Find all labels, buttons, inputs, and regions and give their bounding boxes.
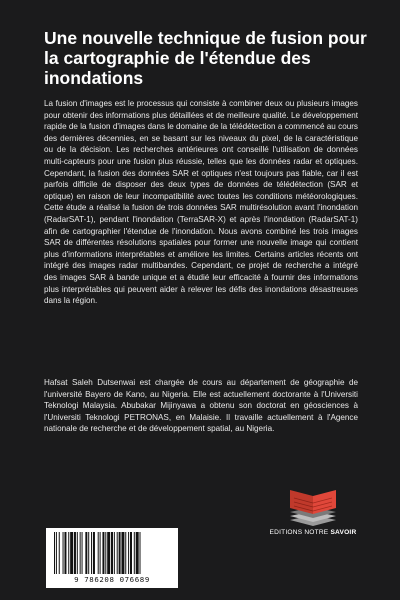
barcode-bar: [130, 532, 132, 574]
barcode-bar: [114, 532, 115, 574]
barcode-bar: [80, 532, 81, 574]
barcode-bar: [82, 532, 83, 574]
stacked-books-logo-icon: [286, 488, 340, 526]
publisher-name: [258, 529, 368, 536]
barcode-bar: [128, 532, 129, 574]
isbn-barcode: [46, 528, 178, 588]
barcode-bar: [88, 532, 89, 574]
barcode-digits: 9 786208 076689: [74, 575, 150, 584]
publisher-name-regular: EDITIONS NOTRE: [269, 529, 331, 536]
barcode-bar: [59, 532, 60, 574]
publisher-block: [258, 488, 368, 538]
barcode-bar: [121, 532, 124, 574]
barcode-bar: [111, 532, 113, 574]
barcode-bar: [70, 532, 73, 574]
barcode-bar: [107, 532, 110, 574]
barcode-bar: [102, 532, 104, 574]
barcode-bar: [136, 532, 139, 574]
barcode-bar: [54, 532, 55, 574]
barcode-bar: [140, 532, 141, 574]
abstract-text: La fusion d'images est le processus qui consiste à combiner deux ou plusieurs images pour obtenir des informations plus détaillées et de meilleure qualité. Le développement rapide de la fusion d'images dans le domaine de la télédétection a commencé au cours des dernières décennies, en se basant sur les niveaux du pixel, de la caractéristique ou de la décision. Les recherches antérieures ont conseillé l'utilisation de données multi-capteurs pour une fusion plus réussie, telles que les données radar et optiques. Cependant, la fusion des données SAR et optiques n'est toujours pas fiable, car il est parfois difficile de disposer des deux types de données de télédétection (SAR et optique) en raison de leur incompatibilité avec toutes les conditions météorologiques. Cette étude a réalisé la fusion de trois données SAR multirésolution avant l'inondation (RadarSAT-1), pendant l'inondation (TerraSAR-X) et après l'inondation (RadarSAT-1) afin de cartographier l'étendue de l'inondation. Nous avons combiné les trois images SAR de différentes résolutions spatiales pour former une nouvelle image qui contient plus d'informations interprétables et améliore les limites. Certains articles récents ont intégré des images radar multibandes. Cependant, ce projet de recherche a intégré des images SAR à bande unique et a étudié leur efficacité à fournir des informations plus interprétables qui peuvent aider à relever les défis des inondations désastreuses dans la région.: [44, 99, 358, 306]
barcode-bar: [93, 532, 95, 574]
author-bio-text: Hafsat Saleh Dutsenwai est chargée de cours au département de géographie de l'université Bayero de Kano, au Nigeria. Elle est actuellement doctorante à l'Universiti Teknologi Malaysia. Abubakar Mijinyawa a obtenu son doctorat en géosciences à l'Universiti Teknologi PETRONAS, en Malaisie. Il travaille actuellement à l'Agence nationale de recherche et de développement spatial, au Nigeria.: [44, 378, 358, 434]
barcode-bar: [117, 532, 118, 574]
barcode-bar: [91, 532, 92, 574]
barcode-bar: [119, 532, 121, 574]
barcode-bar: [105, 532, 106, 574]
publisher-name-bold: SAVOIR: [330, 529, 357, 536]
barcode-bar: [63, 532, 64, 574]
barcode-bar: [125, 532, 126, 574]
barcode-bars-icon: [52, 532, 172, 574]
barcode-bar: [68, 532, 69, 574]
barcode-bar: [74, 532, 76, 574]
barcode-bar: [134, 532, 135, 574]
barcode-bar: [100, 532, 101, 574]
barcode-bar: [77, 532, 78, 574]
barcode-bar: [85, 532, 87, 574]
barcode-bar: [98, 532, 99, 574]
barcode-bar: [64, 532, 66, 574]
barcode-bar: [56, 532, 57, 574]
book-title: Une nouvelle technique de fusion pour la cartographie de l'étendue des inondations: [44, 28, 367, 88]
